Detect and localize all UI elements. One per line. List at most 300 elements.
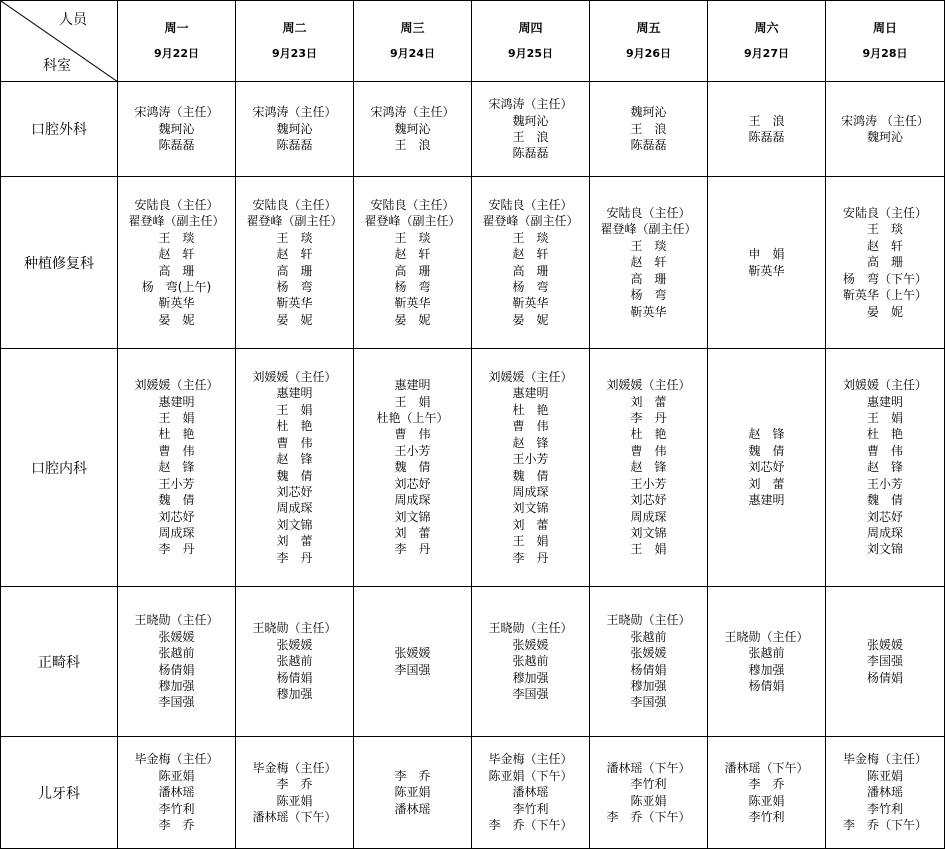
staff-entry: 翟登峰（副主任） <box>364 214 461 229</box>
staff-list <box>724 629 808 695</box>
staff-list <box>134 104 218 153</box>
staff-entry: 王小芳 <box>866 476 903 491</box>
staff-entry: 王 娟 <box>158 411 195 426</box>
staff-entry: 魏珂沁 <box>512 113 549 128</box>
staff-entry: 陈亚娟 <box>748 793 785 808</box>
staff-entry: 高 珊 <box>512 263 549 278</box>
department-name: 正畸科 <box>1 587 118 737</box>
staff-entry: 惠建明 <box>512 386 549 401</box>
staff-entry: 赵 轩 <box>866 238 903 253</box>
staff-list <box>134 612 218 710</box>
department-row <box>1 177 945 349</box>
staff-entry: 刘文锦 <box>512 501 549 516</box>
staff-entry: 张媛媛 <box>158 629 195 644</box>
staff-entry: 潘林瑶 <box>512 785 549 800</box>
schedule-cell <box>590 177 708 349</box>
schedule-cell <box>236 587 354 737</box>
schedule-cell <box>118 177 236 349</box>
staff-entry: 陈磊磊 <box>630 138 667 153</box>
staff-entry: 杨倩娟 <box>748 678 785 693</box>
staff-entry: 李 乔（下午） <box>488 818 573 833</box>
staff-list <box>134 377 218 557</box>
staff-header-label: 人员 <box>59 12 87 28</box>
staff-entry: 惠建明 <box>748 493 785 508</box>
department-header-label: 科室 <box>43 58 71 74</box>
staff-list <box>252 760 336 826</box>
staff-entry: 潘林瑶（下午） <box>606 760 691 775</box>
schedule-cell <box>472 349 590 587</box>
schedule-cell <box>708 349 826 587</box>
staff-entry: 刘媛媛（主任） <box>134 378 219 393</box>
department-row <box>1 82 945 177</box>
staff-entry: 陈磊磊 <box>158 138 195 153</box>
staff-list <box>843 377 927 557</box>
day-date: 9月26日 <box>626 47 671 60</box>
staff-entry: 王晓勋（主任） <box>488 621 573 636</box>
staff-entry: 惠建明 <box>394 378 431 393</box>
staff-entry: 赵 轩 <box>158 247 195 262</box>
schedule-cell <box>354 349 472 587</box>
staff-entry: 杨 弯 <box>512 279 549 294</box>
staff-entry: 杨倩娟 <box>866 670 903 685</box>
staff-list <box>724 760 808 826</box>
staff-list <box>246 197 342 328</box>
staff-list <box>600 205 696 320</box>
staff-entry: 靳英华 <box>394 296 431 311</box>
corner-cell <box>1 1 118 82</box>
staff-entry: 李竹利 <box>512 801 549 816</box>
staff-entry: 刘芯妤 <box>748 460 785 475</box>
staff-list <box>843 751 927 833</box>
staff-entry: 张媛媛 <box>866 637 903 652</box>
staff-entry: 王 浪 <box>394 138 431 153</box>
staff-entry: 陈磊磊 <box>276 138 313 153</box>
staff-entry: 李国强 <box>866 654 903 669</box>
staff-list <box>252 620 336 702</box>
staff-entry: 毕金梅（主任） <box>842 752 927 767</box>
staff-entry: 晏 妮 <box>512 312 549 327</box>
staff-entry: 王晓勋（主任） <box>724 629 809 644</box>
staff-entry: 赵 锋 <box>276 452 313 467</box>
staff-list <box>128 197 224 328</box>
staff-entry: 晏 妮 <box>158 312 195 327</box>
staff-entry: 毕金梅（主任） <box>134 752 219 767</box>
staff-entry: 翟登峰（副主任） <box>600 222 697 237</box>
staff-entry: 杨倩娟 <box>276 670 313 685</box>
staff-entry: 穆加强 <box>748 662 785 677</box>
staff-entry: 李国强 <box>158 695 195 710</box>
staff-entry: 高 珊 <box>158 263 195 278</box>
staff-entry: 靳英华（上午） <box>842 288 927 303</box>
staff-entry: 杜 艳 <box>158 427 195 442</box>
schedule-cell <box>826 737 945 849</box>
staff-list <box>606 377 690 557</box>
day-name: 周二 <box>282 21 307 35</box>
schedule-cell <box>354 737 472 849</box>
schedule-cell <box>236 349 354 587</box>
schedule-cell <box>354 177 472 349</box>
staff-entry: 曹 伟 <box>866 443 903 458</box>
staff-entry: 惠建明 <box>866 394 903 409</box>
staff-entry: 穆加强 <box>630 678 667 693</box>
schedule-cell <box>826 349 945 587</box>
staff-entry: 杜 艳 <box>866 427 903 442</box>
staff-entry: 杨 弯 <box>630 288 667 303</box>
schedule-cell <box>118 587 236 737</box>
staff-entry: 张越前 <box>158 646 195 661</box>
staff-entry: 晏 妮 <box>866 304 903 319</box>
staff-entry: 周成琛 <box>866 525 903 540</box>
schedule-cell <box>590 82 708 177</box>
staff-entry: 刘文锦 <box>394 509 431 524</box>
staff-entry: 魏珂沁 <box>158 121 195 136</box>
schedule-cell <box>472 587 590 737</box>
schedule-cell <box>826 82 945 177</box>
staff-entry: 王小芳 <box>512 452 549 467</box>
staff-entry: 赵 锋 <box>866 460 903 475</box>
staff-entry: 张媛媛 <box>394 646 431 661</box>
staff-entry: 王小芳 <box>630 476 667 491</box>
staff-entry: 张越前 <box>512 654 549 669</box>
day-date: 9月25日 <box>508 47 553 60</box>
schedule-cell <box>472 82 590 177</box>
staff-entry: 赵 轩 <box>394 247 431 262</box>
staff-entry: 王晓勋（主任） <box>134 613 219 628</box>
staff-entry: 刘文锦 <box>276 517 313 532</box>
department-row <box>1 349 945 587</box>
staff-entry: 靳英华 <box>630 304 667 319</box>
staff-entry: 高 珊 <box>630 271 667 286</box>
schedule-cell <box>826 587 945 737</box>
staff-entry: 晏 妮 <box>394 312 431 327</box>
staff-entry: 靳英华 <box>748 263 785 278</box>
schedule-cell <box>590 349 708 587</box>
staff-list <box>488 369 572 566</box>
day-header <box>826 1 945 82</box>
staff-entry: 张越前 <box>276 654 313 669</box>
staff-entry: 魏珂沁 <box>630 105 667 120</box>
staff-entry: 王 琰 <box>630 238 667 253</box>
staff-entry: 王 琰 <box>866 222 903 237</box>
staff-entry: 陈亚娟 <box>276 793 313 808</box>
staff-list <box>364 197 460 328</box>
schedule-cell <box>708 587 826 737</box>
staff-entry: 申 娟 <box>748 247 785 262</box>
staff-entry: 赵 锋 <box>630 460 667 475</box>
day-date: 9月27日 <box>744 47 789 60</box>
staff-entry: 李 丹 <box>394 542 431 557</box>
staff-entry: 张越前 <box>748 646 785 661</box>
staff-entry: 周成琛 <box>512 484 549 499</box>
department-row <box>1 737 945 849</box>
staff-entry: 李竹利 <box>866 801 903 816</box>
staff-entry: 王 琰 <box>394 230 431 245</box>
schedule-cell <box>236 177 354 349</box>
staff-entry: 王 浪 <box>512 130 549 144</box>
staff-entry: 赵 锋 <box>512 435 549 450</box>
staff-entry: 曹 伟 <box>512 419 549 434</box>
day-header <box>708 1 826 82</box>
staff-entry: 李 乔（下午） <box>842 818 927 833</box>
staff-list <box>867 637 903 686</box>
staff-entry: 杨 弯 <box>276 279 313 294</box>
staff-list <box>252 104 336 153</box>
staff-entry: 刘芯妤 <box>630 493 667 508</box>
staff-entry: 穆加强 <box>276 687 313 702</box>
staff-entry: 宋鸿涛（主任） <box>488 97 573 112</box>
staff-entry: 周成琛 <box>394 493 431 508</box>
staff-entry: 魏 倩 <box>394 460 431 475</box>
staff-list <box>606 760 690 826</box>
department-name: 儿牙科 <box>1 737 118 849</box>
staff-entry: 刘媛媛（主任） <box>488 370 573 385</box>
staff-entry: 刘芯妤 <box>276 484 313 499</box>
staff-entry: 杨倩娟 <box>630 662 667 677</box>
staff-entry: 陈亚娟 <box>394 785 431 800</box>
staff-entry: 宋鸿涛（主任） <box>134 105 219 120</box>
staff-entry: 李 乔 <box>158 818 195 833</box>
staff-entry: 高 珊 <box>276 263 313 278</box>
staff-list <box>394 768 430 817</box>
staff-entry: 王小芳 <box>158 476 195 491</box>
staff-entry: 毕金梅（主任） <box>488 752 573 767</box>
staff-entry: 安陆良（主任） <box>134 197 219 212</box>
staff-entry: 李 乔 <box>276 777 313 792</box>
staff-entry: 李 乔 <box>394 768 431 783</box>
staff-list <box>748 246 784 279</box>
staff-entry: 刘媛媛（主任） <box>842 378 927 393</box>
staff-entry: 王 娟 <box>394 394 431 409</box>
staff-list <box>134 751 218 833</box>
staff-entry: 潘林瑶 <box>394 801 431 816</box>
staff-entry: 翟登峰（副主任） <box>482 214 579 229</box>
staff-list <box>488 96 572 162</box>
staff-entry: 赵 轩 <box>512 247 549 262</box>
staff-entry: 刘芯妤 <box>394 476 431 491</box>
staff-list <box>394 645 430 678</box>
staff-entry: 张媛媛 <box>276 637 313 652</box>
staff-entry: 穆加强 <box>158 678 195 693</box>
staff-entry: 刘文锦 <box>866 542 903 557</box>
schedule-cell <box>708 177 826 349</box>
staff-entry: 曹 伟 <box>394 427 431 442</box>
staff-entry: 魏 倩 <box>158 493 195 508</box>
staff-entry: 王小芳 <box>394 443 431 458</box>
day-date: 9月23日 <box>272 47 317 60</box>
staff-list <box>841 113 929 146</box>
schedule-cell <box>236 82 354 177</box>
staff-list <box>748 113 784 146</box>
staff-entry: 高 珊 <box>394 263 431 278</box>
staff-entry: 王晓勋（主任） <box>252 621 337 636</box>
staff-entry: 陈亚娟 <box>630 793 667 808</box>
schedule-cell <box>118 737 236 849</box>
staff-entry: 李竹利 <box>158 801 195 816</box>
staff-entry: 魏珂沁 <box>276 121 313 136</box>
staff-entry: 魏 倩 <box>748 443 785 458</box>
staff-entry: 魏 倩 <box>276 468 313 483</box>
staff-entry: 曹 伟 <box>158 443 195 458</box>
staff-entry: 宋鸿涛（主任） <box>370 105 455 120</box>
schedule-cell <box>590 737 708 849</box>
staff-entry: 曹 伟 <box>276 435 313 450</box>
staff-entry: 王 娟 <box>866 411 903 426</box>
staff-entry: 李 丹 <box>276 550 313 565</box>
staff-entry: 宋鸿涛（主任） <box>252 105 337 120</box>
staff-entry: 赵 锋 <box>748 427 785 442</box>
schedule-cell <box>826 177 945 349</box>
staff-entry: 王 琰 <box>158 230 195 245</box>
staff-entry: 张媛媛 <box>630 646 667 661</box>
staff-entry: 杨 弯（下午） <box>842 271 927 286</box>
staff-entry: 魏珂沁 <box>394 121 431 136</box>
staff-entry: 靳英华 <box>158 296 195 311</box>
staff-entry: 靳英华 <box>276 296 313 311</box>
staff-entry: 李 乔（下午） <box>606 809 691 824</box>
staff-entry: 赵 轩 <box>630 255 667 270</box>
staff-entry: 陈亚娟 <box>866 768 903 783</box>
schedule-cell <box>236 737 354 849</box>
staff-entry: 杜艳（上午） <box>376 411 449 426</box>
day-name: 周一 <box>164 21 189 35</box>
day-header <box>354 1 472 82</box>
staff-entry: 毕金梅（主任） <box>252 760 337 775</box>
department-name: 口腔内科 <box>1 349 118 587</box>
staff-entry: 魏 倩 <box>866 493 903 508</box>
schedule-cell <box>590 587 708 737</box>
staff-entry: 李竹利 <box>748 809 785 824</box>
staff-entry: 周成琛 <box>630 509 667 524</box>
staff-entry: 陈亚娟 <box>158 768 195 783</box>
staff-entry: 刘 蕾 <box>394 525 431 540</box>
staff-entry: 宋鸿涛 （主任） <box>841 113 929 128</box>
staff-entry: 王 娟 <box>276 402 313 417</box>
schedule-cell <box>118 82 236 177</box>
schedule-cell <box>354 587 472 737</box>
schedule-cell <box>118 349 236 587</box>
schedule-cell <box>708 82 826 177</box>
staff-entry: 李国强 <box>630 695 667 710</box>
schedule-cell <box>708 737 826 849</box>
staff-entry: 杜 艳 <box>276 419 313 434</box>
staff-entry: 陈磊磊 <box>512 146 549 161</box>
staff-entry: 李 丹 <box>158 542 195 557</box>
staff-entry: 李 乔 <box>748 777 785 792</box>
staff-entry: 赵 锋 <box>158 460 195 475</box>
staff-entry: 王 琰 <box>512 230 549 245</box>
day-name: 周六 <box>754 21 779 35</box>
header-row <box>1 1 945 82</box>
staff-entry: 李竹利 <box>630 777 667 792</box>
staff-entry: 安陆良（主任） <box>488 197 573 212</box>
department-name: 种植修复科 <box>1 177 118 349</box>
staff-entry: 刘 蕾 <box>512 517 549 532</box>
staff-entry: 魏 倩 <box>512 468 549 483</box>
staff-entry: 陈亚娟（下午） <box>488 768 573 783</box>
staff-list <box>370 104 454 153</box>
staff-entry: 刘媛媛（主任） <box>252 370 337 385</box>
staff-list <box>252 369 336 566</box>
staff-entry: 周成琛 <box>276 501 313 516</box>
staff-list <box>488 751 572 833</box>
day-name: 周五 <box>636 21 661 35</box>
staff-entry: 杨倩娟 <box>158 662 195 677</box>
staff-entry: 陈磊磊 <box>748 130 785 144</box>
staff-entry: 刘文锦 <box>630 525 667 540</box>
schedule-cell <box>354 82 472 177</box>
staff-list <box>488 620 572 702</box>
day-name: 周四 <box>518 21 543 35</box>
day-date: 9月22日 <box>154 47 199 60</box>
day-date: 9月24日 <box>390 47 435 60</box>
staff-entry: 李 丹 <box>630 411 667 426</box>
staff-list <box>748 426 784 508</box>
staff-entry: 刘芯妤 <box>158 509 195 524</box>
staff-entry: 赵 轩 <box>276 247 313 262</box>
staff-entry: 刘 蕾 <box>276 534 313 549</box>
staff-entry: 翟登峰（副主任） <box>246 214 343 229</box>
staff-entry: 潘林瑶（下午） <box>252 809 337 824</box>
staff-entry: 王 琰 <box>276 230 313 245</box>
staff-entry: 穆加强 <box>512 670 549 685</box>
staff-entry: 张越前 <box>630 629 667 644</box>
staff-entry: 刘媛媛（主任） <box>606 378 691 393</box>
staff-entry: 惠建明 <box>276 386 313 401</box>
day-name: 周日 <box>872 21 897 35</box>
staff-entry: 李国强 <box>394 662 431 677</box>
department-name: 口腔外科 <box>1 82 118 177</box>
staff-entry: 王晓勋（主任） <box>606 613 691 628</box>
staff-list <box>606 612 690 710</box>
staff-entry: 安陆良（主任） <box>370 197 455 212</box>
staff-entry: 潘林瑶 <box>866 785 903 800</box>
staff-entry: 翟登峰（副主任） <box>128 214 225 229</box>
staff-entry: 周成琛 <box>158 525 195 540</box>
staff-entry: 杜 艳 <box>512 402 549 417</box>
staff-entry: 刘 蕾 <box>748 476 785 491</box>
day-date: 9月28日 <box>862 47 908 60</box>
staff-entry: 王 浪 <box>630 121 667 136</box>
department-row <box>1 587 945 737</box>
staff-entry: 王 娟 <box>630 542 667 557</box>
staff-entry: 潘林瑶（下午） <box>724 760 809 775</box>
staff-entry: 魏珂沁 <box>866 130 903 144</box>
staff-entry: 潘林瑶 <box>158 785 195 800</box>
staff-list <box>843 205 927 320</box>
staff-list <box>482 197 578 328</box>
schedule-cell <box>472 177 590 349</box>
staff-entry: 刘 蕾 <box>630 394 667 409</box>
staff-list <box>630 104 666 153</box>
day-header <box>118 1 236 82</box>
schedule-cell <box>472 737 590 849</box>
staff-entry: 安陆良（主任） <box>606 206 691 221</box>
staff-entry: 晏 妮 <box>276 312 313 327</box>
staff-entry: 杨 弯(上午) <box>141 279 212 294</box>
staff-entry: 王 浪 <box>748 113 785 128</box>
staff-entry: 杜 艳 <box>630 427 667 442</box>
staff-entry: 惠建明 <box>158 394 195 409</box>
day-header <box>472 1 590 82</box>
staff-entry: 高 珊 <box>866 255 903 270</box>
day-header <box>590 1 708 82</box>
staff-entry: 杨 弯 <box>394 279 431 294</box>
staff-entry: 靳英华 <box>512 296 549 311</box>
staff-entry: 李国强 <box>512 687 549 702</box>
staff-entry: 刘芯妤 <box>866 509 903 524</box>
staff-entry: 张媛媛 <box>512 637 549 652</box>
day-header <box>236 1 354 82</box>
